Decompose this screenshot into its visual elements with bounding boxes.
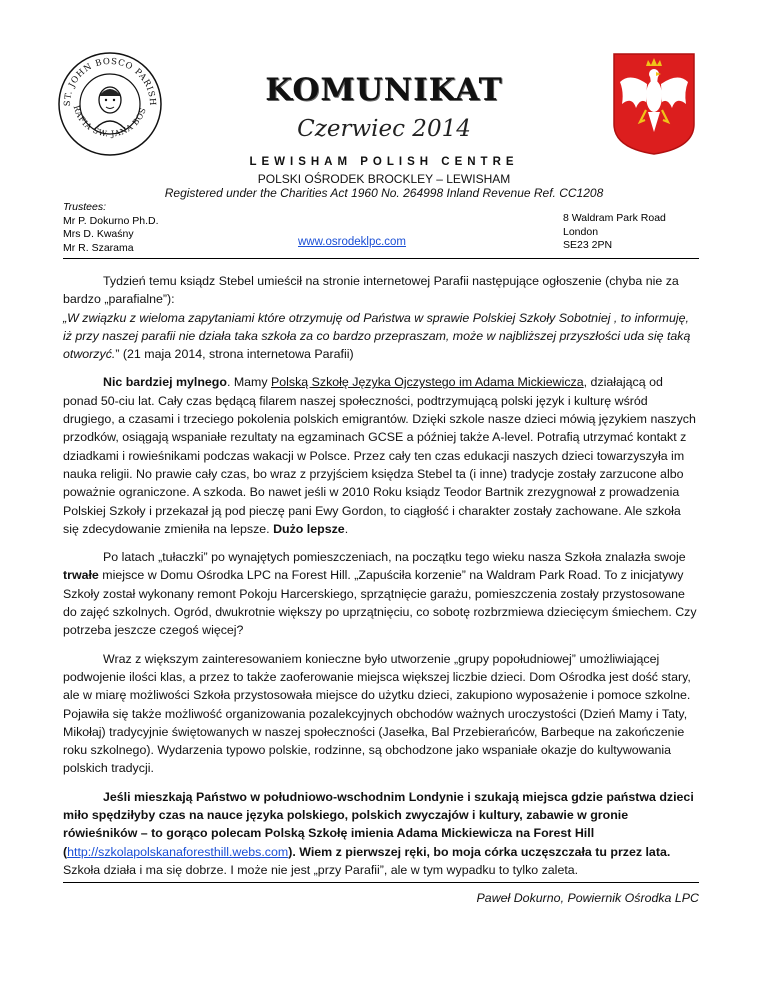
website-link[interactable]: www.osrodeklpc.com: [298, 236, 407, 248]
p1-quote: „W związku z wieloma zapytaniami które otrzymuję od Państwa w sprawie Polskiej Szkoły Sobotniej , to informuję, iż przy naszej parafii nie działa taka szkoła za co bardzo przepraszam, może w najbliższej przyszłości uda się taką otworzyć.: [63, 310, 691, 362]
p5-open: (: [63, 844, 68, 859]
p2-text-a: . Mamy: [226, 375, 271, 390]
paragraph-1: [63, 272, 699, 363]
p2-emphasis: Dużo lepsze: [273, 521, 345, 536]
trustee-2: Mrs D. Kwaśny: [63, 228, 134, 240]
trustees-block: [63, 201, 159, 255]
registration-info: Registered under the Charities Act 1960 No. 264998 Inland Revenue Ref. CC1208: [164, 186, 604, 200]
address-block: [563, 212, 666, 253]
header-divider: [63, 258, 699, 259]
address-line-2: London: [563, 225, 599, 238]
signature: Paweł Dokurno, Powiernik Ośrodka LPC: [476, 891, 699, 906]
p2-lead: Nic bardziej mylnego: [103, 375, 227, 390]
paragraph-5: [63, 788, 699, 879]
p1-intro: Tydzień temu ksiądz Stebel umieścił na stronie internetowej Parafii następujące ogłoszenie (chyba nie za bardzo „parafialne”):: [63, 274, 679, 307]
p3-text-a: Po latach „tułaczki” po wynajętych pomieszczeniach, na początku tego wieku nasza Szkoła znalazła swoje: [103, 550, 686, 565]
p5-recommendation: Jeśli mieszkają Państwo w południowo-wschodnim Londynie i szukają miejsca gdzie państwa dzieci miło spędziłyby czas na nauce języka polskiego, polskich zwyczajów i kultury, zabawie w gronie rówieśników – to gorąco polecam Polską Szkołę imienia Adama Mickiewicza na Forest Hill: [63, 789, 694, 841]
letter-body: [63, 272, 699, 908]
school-website-link[interactable]: http://szkolapolskanaforesthill.webs.com: [67, 844, 289, 859]
p1-source: ” (21 maja 2014, strona internetowa Parafii): [115, 347, 354, 362]
trustee-3: Mr R. Szarama: [63, 241, 134, 254]
page-title: KOMUNIKAT: [265, 72, 503, 108]
paragraph-4: Wraz z większym zainteresowaniem konieczne było utworzenie „grupy popołudniowej” umożliwiającej podwojenie ilości klas, a przez to także zaoferowanie miejsca większej liczbie dzieci. Dom Ośrodka jest dość stary, ale w miarę możliwości Szkoła przystosowała miejsce do użytku dzieci, zakupiono wyposażenie i pomoce szkolne. Pojawiła się także możliwość organizowania pozalekcyjnych obchodów ważnych uroczystości (Dzień Mamy i Taty, Mikołaj) tradycyjnie świętowanych w naszej społeczności (Jasełka, Bal Przebierańców, Barbeque na zakończenie roku szkolnego). Wydarzenia typowo polskie, rodzinne, są obchodzone jako wspaniałe okazje do kultywowania polskich tradycji.: [63, 651, 691, 776]
trustee-1: Mr P. Dokurno Ph.D.: [63, 214, 159, 227]
p3-text-b: miejsce w Domu Ośrodka LPC na Forest Hill. „Zapuściła korzenie” na Waldram Park Road. To z inicjatywy Szkoły został wykonany remont Pokoju Harcerskiego, sprzątnięcie garażu, pomieszczenia zostały przystosowane do zajęć szkolnych. Ogród, dwukrotnie większy po uprzątnięciu, co sobotę rozbrzmiewa dziecięcym śmiechem. Czy potrzeba jeszcze czegoś więcej?: [63, 568, 697, 638]
page-subtitle: Czerwiec 2014: [297, 116, 471, 142]
trustees-label: Trustees:: [63, 201, 106, 213]
org-name: LEWISHAM POLISH CENTRE: [249, 156, 519, 168]
p2-dot: .: [344, 521, 349, 536]
svg-text:ST. JOHN BOSCO PARISH: ST. JOHN BOSCO PARISH: [62, 56, 158, 107]
school-name: Polską Szkołę Języka Ojczystego im Adama Mickiewicza: [271, 375, 584, 390]
p5-close: ). Wiem z pierwszej ręki, bo moja córka uczęszczała tu przez lata.: [288, 844, 671, 859]
svg-text:PARAFIA ŚW. JANA BOSCO: RAFIA ŚW. JANA BOS: [71, 104, 148, 139]
footer-divider: [63, 882, 699, 883]
address-line-3: SE23 2PN: [563, 239, 613, 251]
p3-emphasis: trwałe: [63, 568, 99, 583]
paragraph-3: [63, 548, 699, 639]
org-polish-name: POLSKI OŚRODEK BROCKLEY – LEWISHAM: [257, 172, 511, 186]
paragraph-2: [63, 373, 699, 538]
p2-text-b: , działającą od ponad 50-ciu lat. Cały czas będącą filarem naszej społeczności, podtrzymującą polski język i kulturę wśród drugiego, a czasami i trzeciego pokolenia polskich emigrantów. Dzięki szkole nasze dzieci mówią językiem naszych przodków, osiągają wspaniałe rezultaty na egzaminach GCSE a później także A-level. Potrafią utrzymać kontakt z dziadkami i rowieśnikami podczas wakacji w Polsce. Przez cały ten czas edukacji naszych dzieci towarzyszyła im nauka religii. No prawie cały czas, bo wraz z przyjściem księdza Stebel ta (i inne) tradycje zostały zarzucone albo poważnie ograniczone. A szkoda. Bo nawet jeśli w 2010 Roku ksiądz Teodor Bartnik zrezygnował z prowadzenia Polskiej Szkoły i przekazał ją pod pieczę pani Ewy Gordon, to ciągłość i charakter zostały zachowane. Ale szkoła się zdecydowanie zmieniła na lepsze.: [63, 375, 696, 536]
p5-tail: Szkoła działa i ma się dobrze. I może nie jest „przy Parafii”, ale w tym wypadku to tylko zaleta.: [63, 862, 579, 877]
address-line-1: 8 Waldram Park Road: [563, 212, 666, 224]
